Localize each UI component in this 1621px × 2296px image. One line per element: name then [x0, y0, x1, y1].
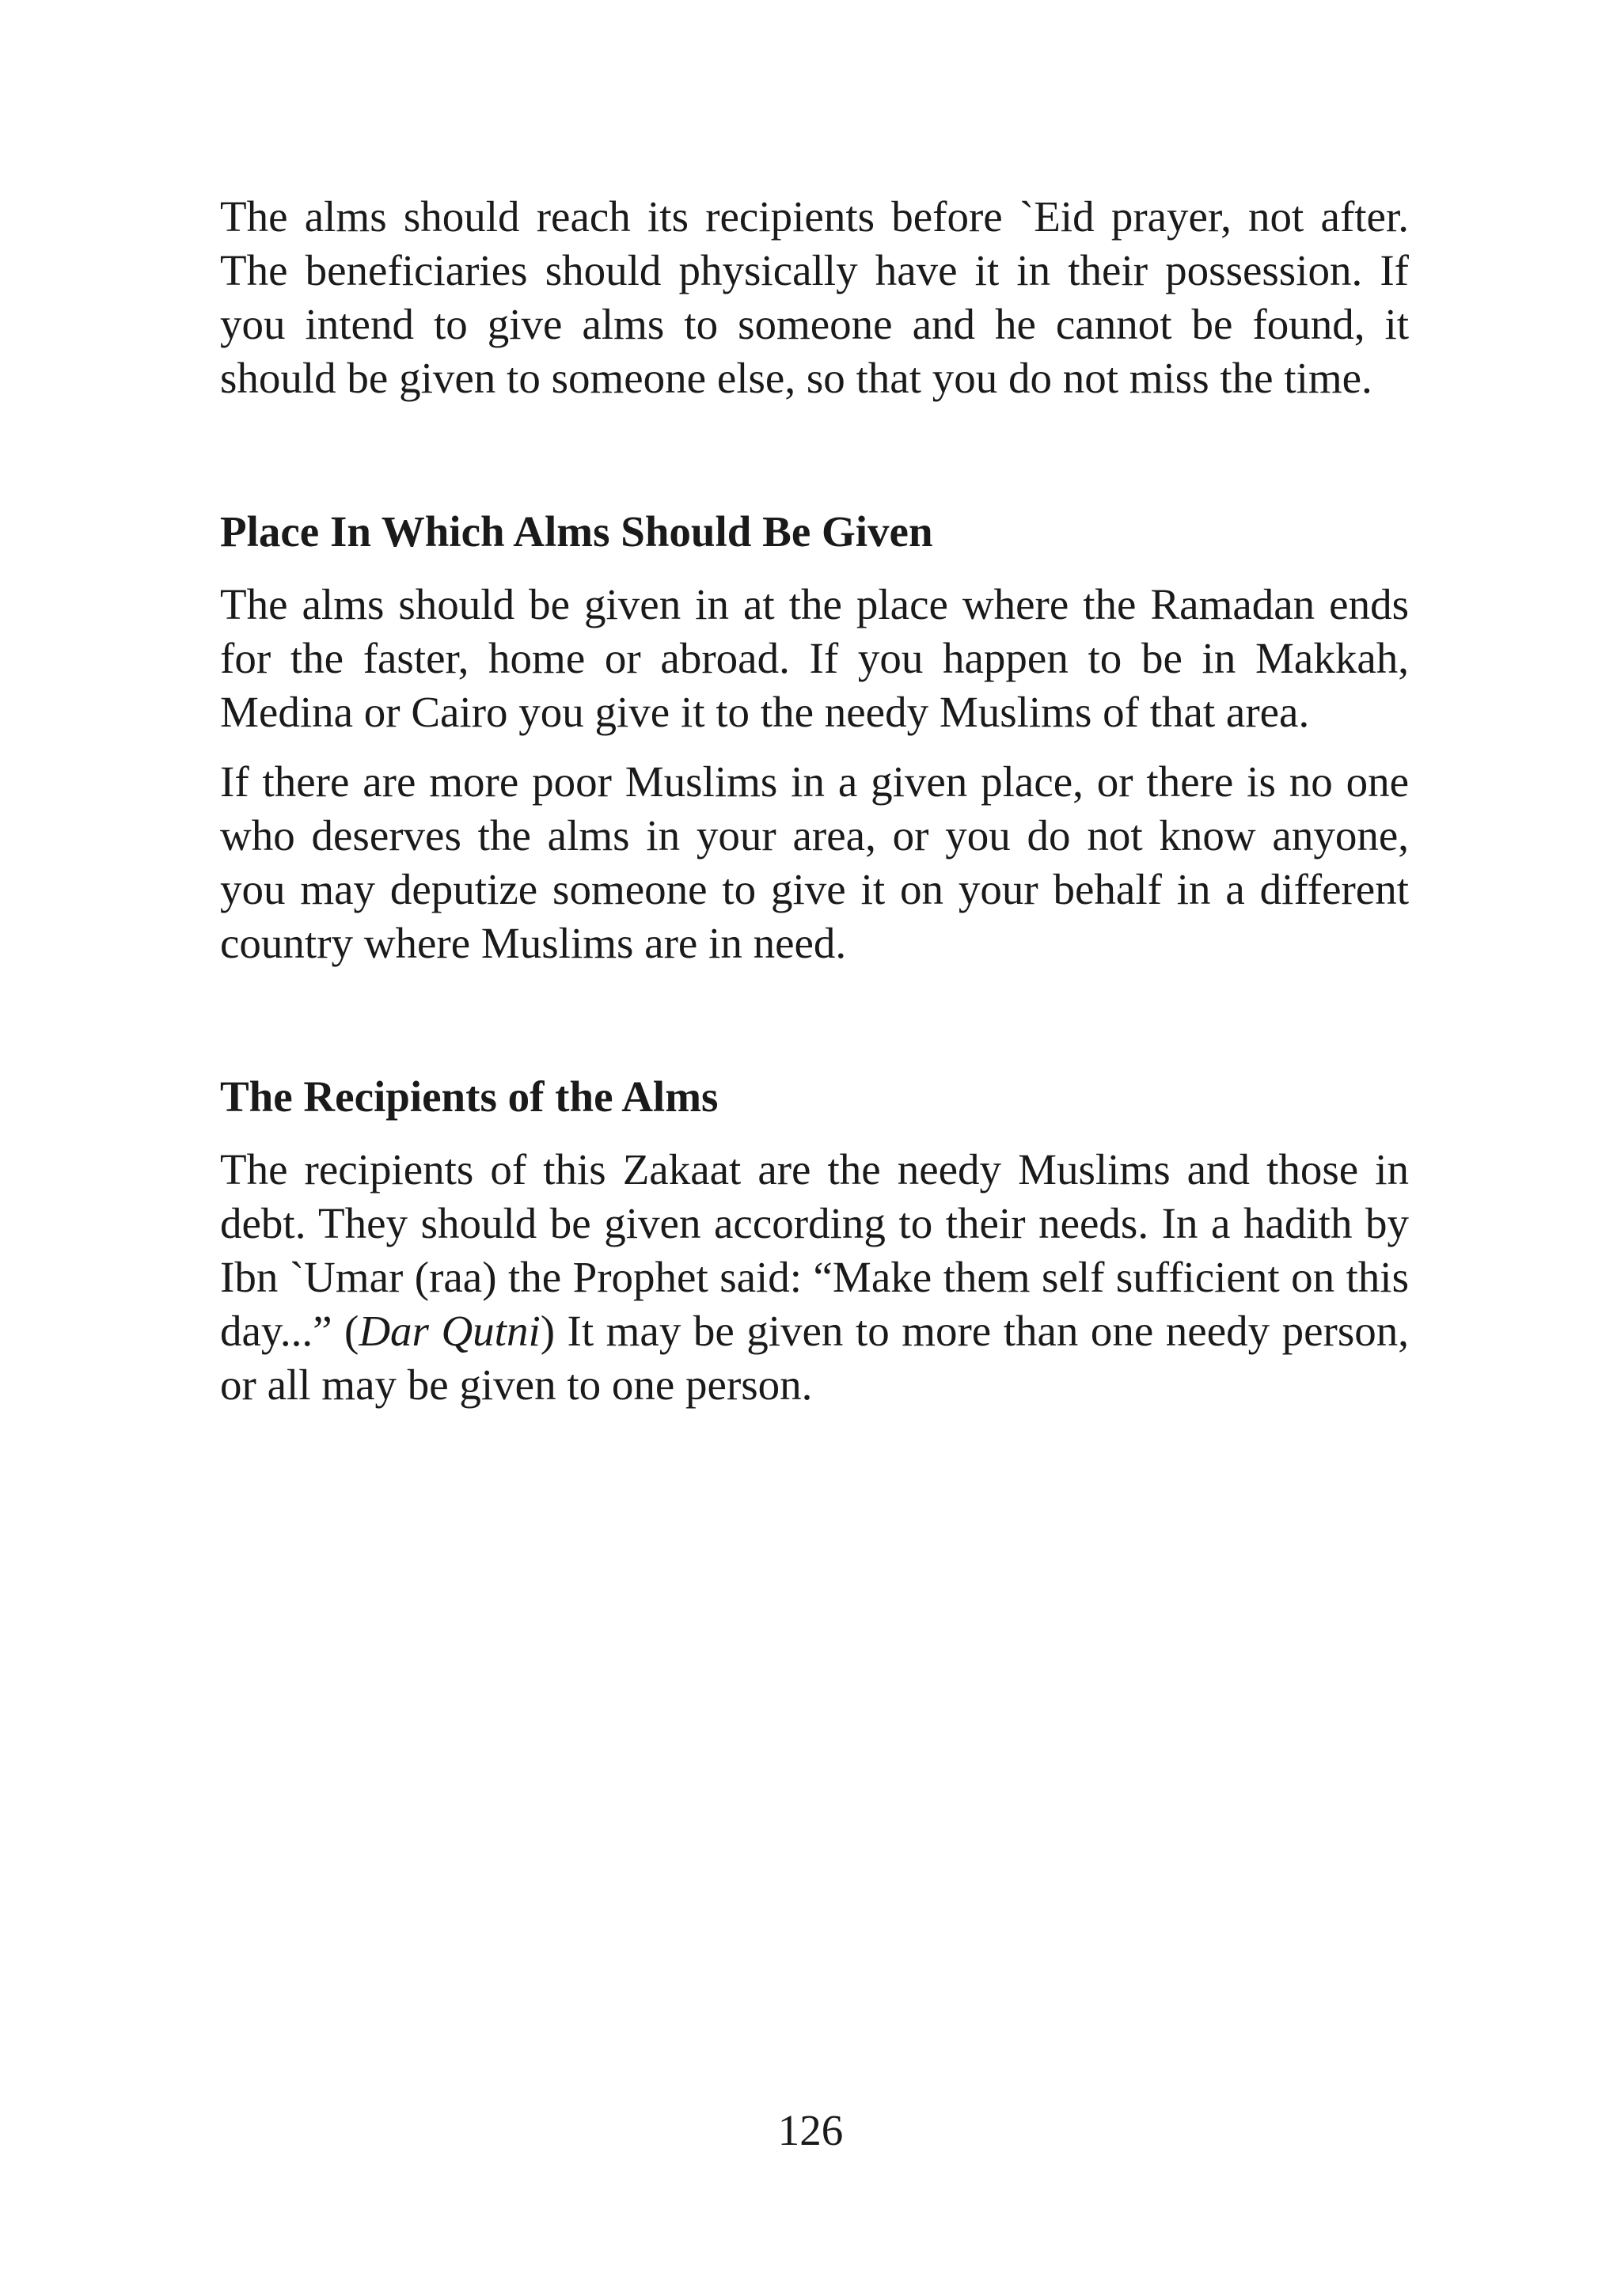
recipients-text-before-citation: The recipients of this Zakaat are the needy Muslims and those in debt. They should be given according to their needs. In a hadith by Ibn `Umar (raa) the Prophet said: “Make them self sufficient on this day...” (	[220, 1145, 1409, 1355]
section-heading-recipients: The Recipients of the Alms	[220, 1072, 719, 1121]
page-number: 126	[777, 2106, 844, 2154]
recipients-paragraph	[220, 1143, 1409, 1412]
recipients-text-after-citation: ) It may be given to more than one needy person, or all may be given to one person.	[220, 1307, 1409, 1409]
section-heading-place: Place In Which Alms Should Be Given	[220, 507, 933, 556]
place-paragraph-1: The alms should be given in at the place where the Ramadan ends for the faster, home or abroad. If you happen to be in Makkah, Medina or Cairo you give it to the needy Muslims of that area.	[220, 580, 1409, 736]
citation-source: Dar Qutni	[359, 1307, 541, 1355]
intro-paragraph: The alms should reach its recipients before `Eid prayer, not after. The beneficiaries should physically have it in their possession. If you intend to give alms to someone and he cannot be found, it should be given to someone else, so that you do not miss the time.	[220, 192, 1409, 402]
place-paragraph-2: If there are more poor Muslims in a given place, or there is no one who deserves the alms in your area, or you do not know anyone, you may deputize someone to give it on your behalf in a different country where Muslims are in need.	[220, 757, 1409, 967]
page-body	[220, 190, 1409, 1412]
